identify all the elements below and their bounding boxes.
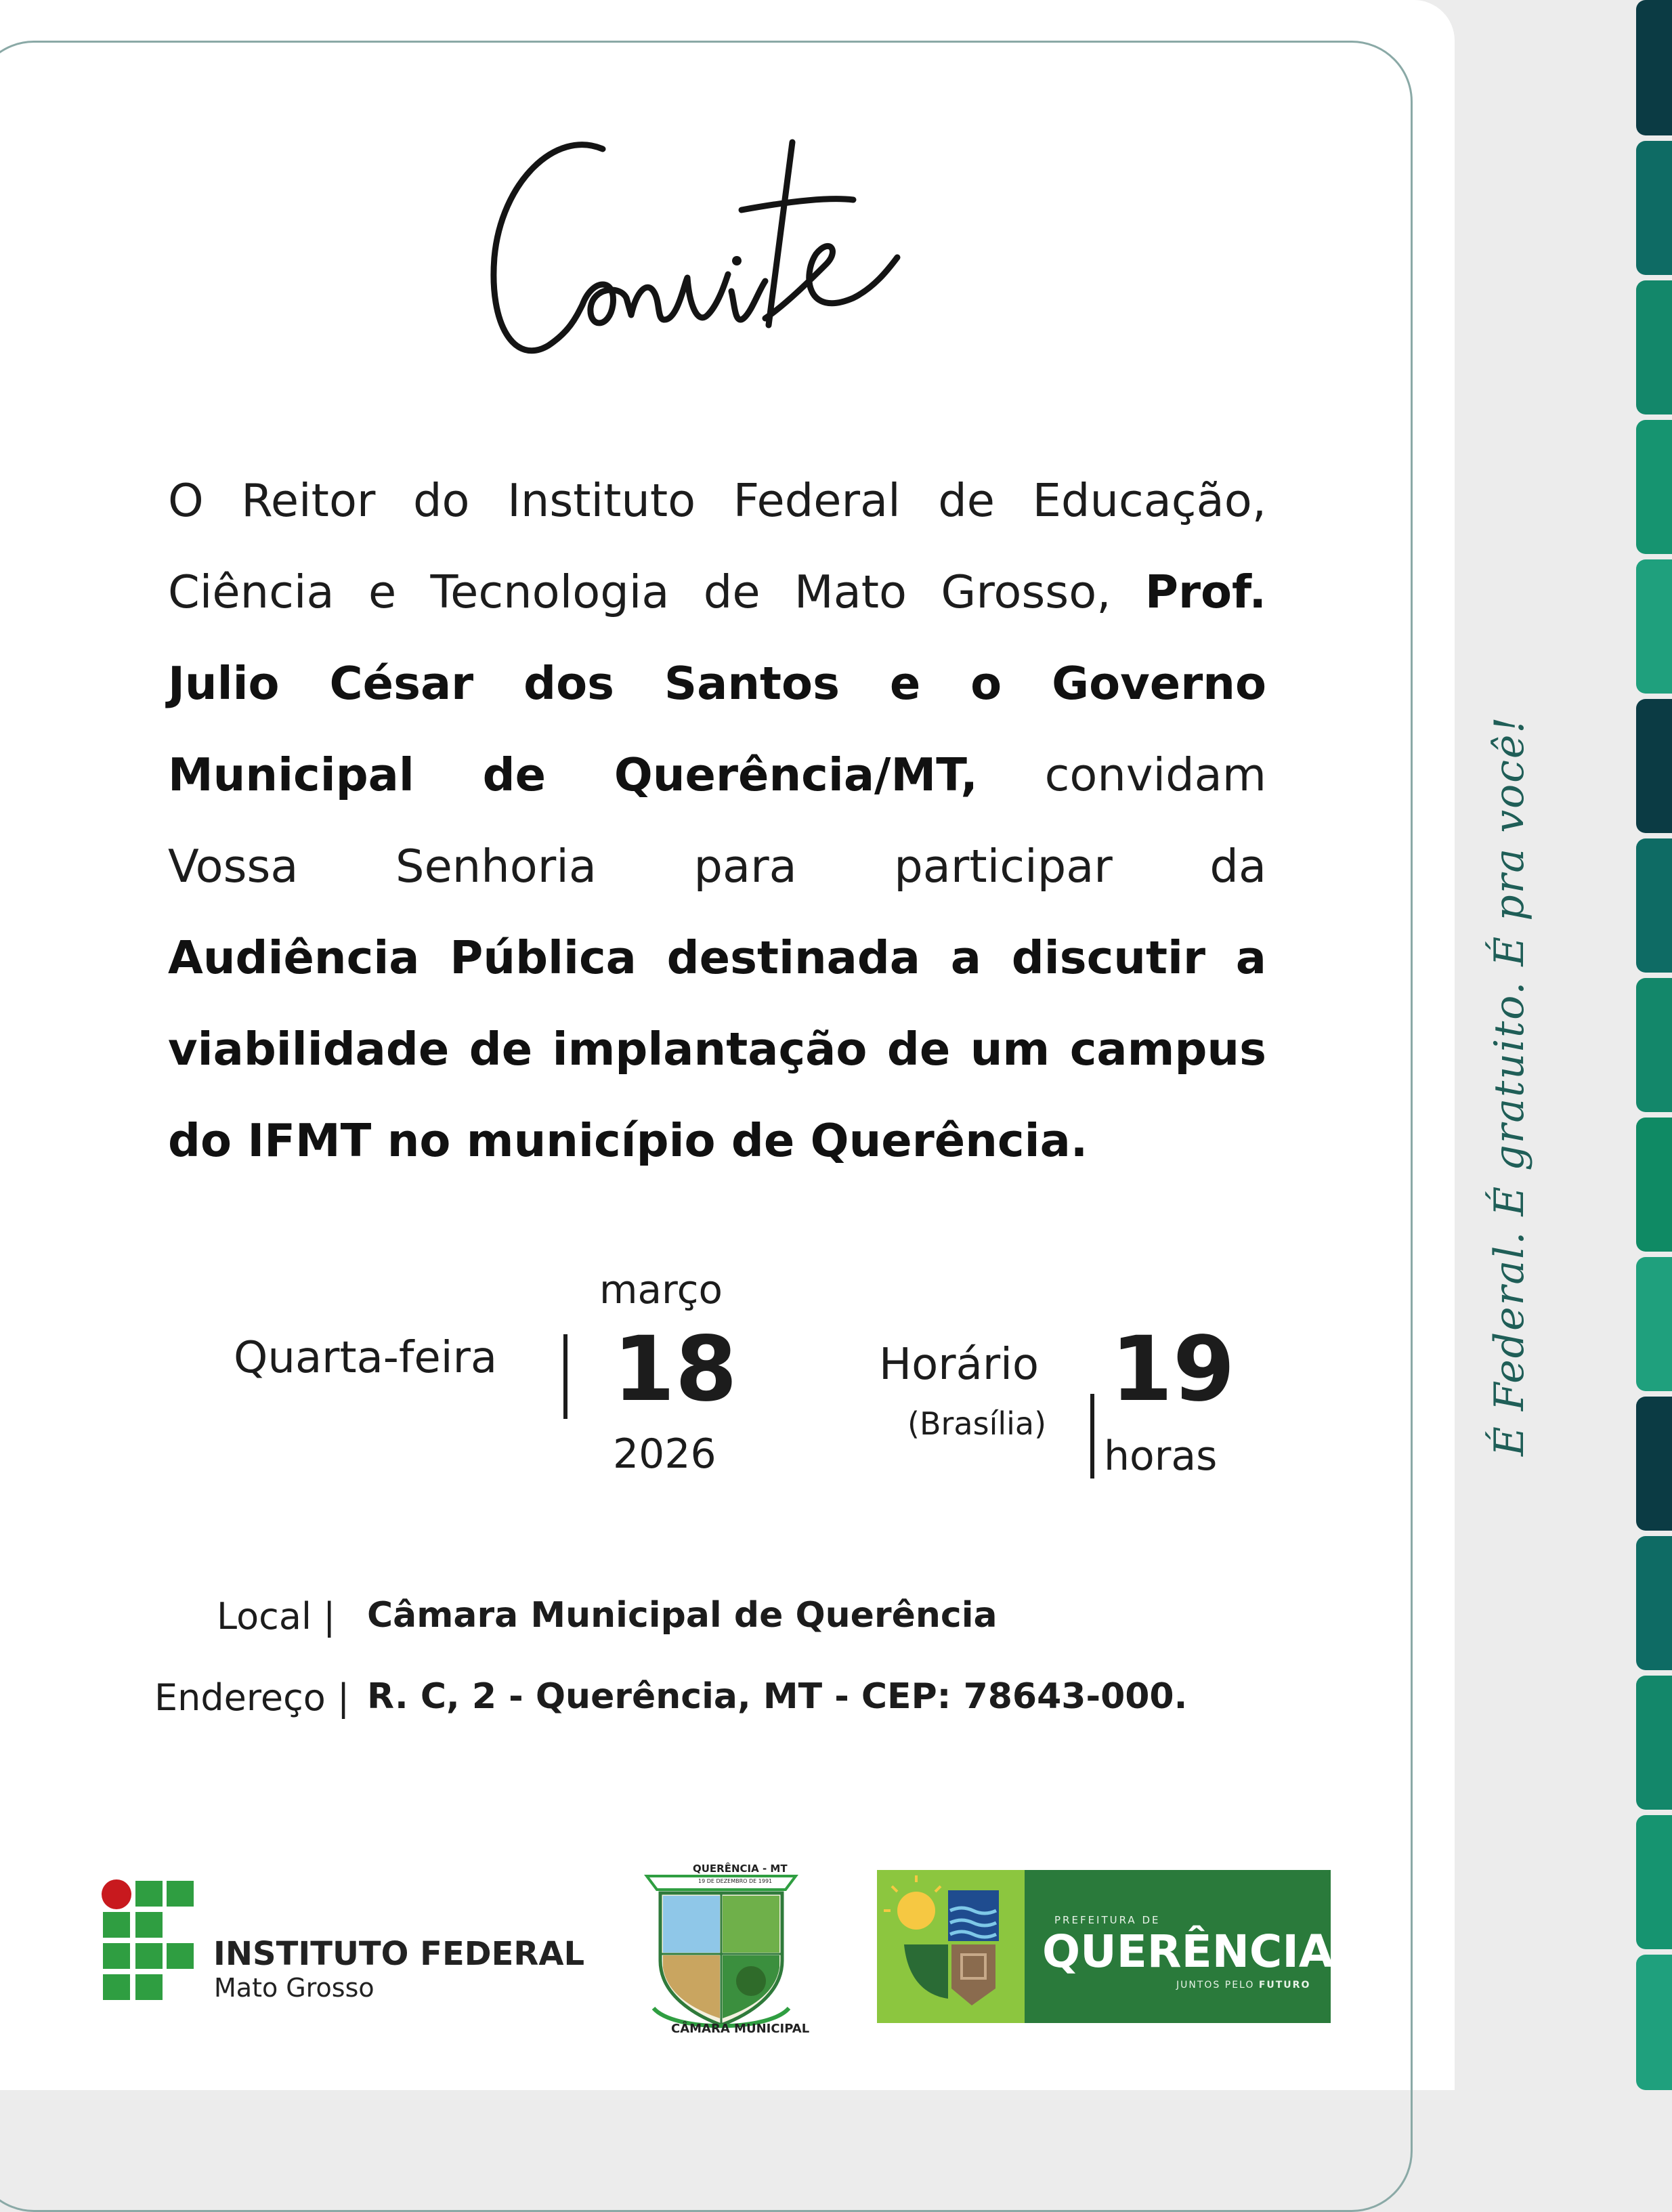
event-month: março	[599, 1267, 723, 1313]
timezone: (Brasília)	[907, 1405, 1047, 1442]
seal-top-text: QUERÊNCIA - MT	[693, 1863, 788, 1875]
invitation-text	[168, 455, 1266, 1187]
ifmt-mark	[102, 1879, 196, 2005]
title-convite	[474, 122, 914, 406]
text-line: do IFMT no município de Querência.	[168, 1114, 1088, 1167]
address-value: R. C, 2 - Querência, MT - CEP: 78643-000.	[367, 1676, 1188, 1717]
slogan: É Federal. É gratuito. É pra você!	[1486, 715, 1533, 1456]
divider-bar	[563, 1334, 567, 1419]
event-hour: 19	[1111, 1317, 1235, 1422]
text-line: Vossa Senhoria para participar da	[168, 840, 1266, 893]
pref-small-text: PREFEITURA DE	[1054, 1914, 1161, 1926]
stripe	[1636, 1536, 1672, 1670]
text-line: Ciência e Tecnologia de Mato Grosso, Prof.	[168, 566, 1266, 618]
time-label: Horário	[879, 1340, 1039, 1390]
event-day: 18	[613, 1317, 737, 1422]
stripe	[1636, 559, 1672, 694]
stripe	[1636, 0, 1672, 135]
seal-shield-icon	[633, 1859, 809, 2039]
stripe	[1636, 1676, 1672, 1810]
stripe	[1636, 420, 1672, 554]
seal-date-text: 19 DE DEZEMBRO DE 1991	[698, 1878, 773, 1884]
stripe	[1636, 1955, 1672, 2090]
text-line: Municipal de Querência/MT, convidam	[168, 748, 1266, 801]
text-line: Julio César dos Santos e o Governo	[168, 657, 1266, 710]
stripe	[1636, 1397, 1672, 1531]
hour-unit: horas	[1104, 1432, 1218, 1480]
prefeitura-logo	[877, 1870, 1331, 2023]
local-label: Local |	[217, 1595, 336, 1638]
text-line: Audiência Pública destinada a discutir a	[168, 931, 1266, 984]
stripe	[1636, 838, 1672, 973]
stripe	[1636, 978, 1672, 1112]
stripe	[1636, 1118, 1672, 1252]
ifmt-name: INSTITUTO FEDERAL	[213, 1935, 585, 1973]
decorative-stripes	[1636, 0, 1672, 2090]
text-line: viabilidade de implantação de um campus	[168, 1023, 1266, 1076]
stripe	[1636, 699, 1672, 833]
stripe	[1636, 280, 1672, 414]
local-value: Câmara Municipal de Querência	[367, 1595, 998, 1636]
address-label: Endereço |	[154, 1676, 350, 1719]
pref-left-block	[877, 1870, 1025, 2023]
ifmt-logo	[102, 1879, 609, 2008]
event-year: 2026	[613, 1430, 716, 1478]
weekday: Quarta-feira	[234, 1333, 498, 1383]
stripe	[1636, 141, 1672, 275]
seal-bottom-text: CÂMARA MUNICIPAL	[671, 2022, 810, 2036]
pref-tagline: JUNTOS PELO FUTURO	[1176, 1980, 1311, 1991]
stripe	[1636, 1815, 1672, 1949]
pref-name: QUERÊNCIA	[1042, 1926, 1333, 1978]
text-line: O Reitor do Instituto Federal de Educação,	[168, 474, 1266, 527]
divider-bar	[1090, 1394, 1094, 1479]
stripe	[1636, 1257, 1672, 1391]
camara-seal	[633, 1859, 809, 2039]
pref-emblem-icon	[877, 1870, 1025, 2023]
ifmt-campus: Mato Grosso	[214, 1973, 374, 2003]
